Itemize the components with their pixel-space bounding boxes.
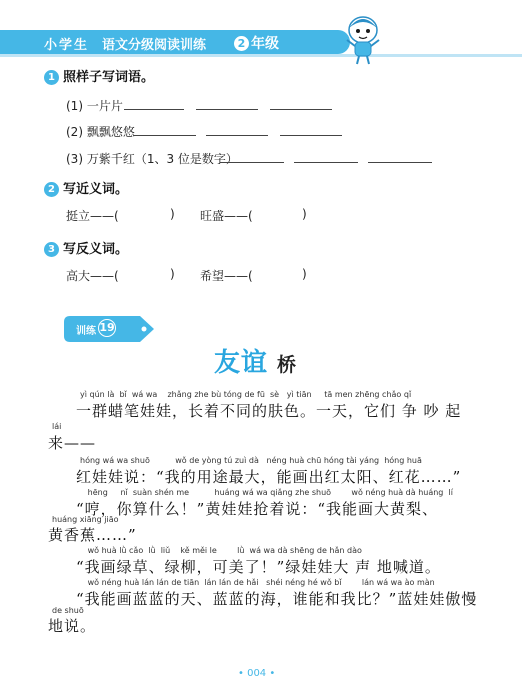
story-line-1-text: 一群蜡笔娃娃，长着不同的肤色。一天，它们 争 吵 起	[76, 402, 462, 420]
antonym-close-1: )	[170, 267, 175, 281]
synonym-close-2: )	[302, 207, 307, 221]
answer-blank[interactable]	[196, 109, 258, 110]
exercise-3-number-icon: 3	[44, 242, 59, 257]
training-label: 训练	[76, 326, 96, 337]
synonym-word-1: 挺立——(	[66, 209, 119, 223]
antonym-close-2: )	[302, 267, 307, 281]
grade-badge	[234, 33, 279, 53]
story-line-7-pinyin: wǒ néng huà lán lán de tiān lán lán de hǎi shéi néng hé wǒ bǐ lán wá wa ào màn	[80, 578, 435, 587]
story-line-4-pinyin: hēng nǐ suàn shén me huáng wá wa qiǎng zhe shuō wǒ néng huà dà huáng lí	[80, 488, 453, 497]
exercise-2-heading	[44, 178, 128, 197]
story-line-2-pinyin: lái	[52, 422, 62, 431]
story-line-7-text: “我能画蓝蓝的天、蓝蓝的海，谁能和我比？”蓝娃娃傲慢	[76, 590, 478, 608]
exercise-1-number-icon: 1	[44, 70, 59, 85]
answer-blank[interactable]	[220, 162, 284, 163]
story-line-1-pinyin: yì qún là bǐ wá wa zhǎng zhe bù tóng de fū sè yì tiān tā men zhēng chǎo qǐ	[80, 390, 412, 399]
exercise-1-title: 照样子写词语。	[63, 70, 155, 85]
page-number: • 004 •	[238, 668, 276, 679]
exercise-1-heading	[44, 66, 154, 85]
antonym-word-2: 希望——(	[200, 269, 253, 283]
grade-number: 2	[234, 36, 249, 51]
training-number: 19	[98, 319, 116, 337]
story-title: 友谊	[214, 348, 269, 378]
antonym-answer-2[interactable]	[262, 263, 300, 281]
synonym-answer-2[interactable]	[262, 203, 300, 221]
story-line-8-pinyin: de shuō	[52, 606, 84, 615]
answer-blank[interactable]	[368, 162, 432, 163]
story-line-6-pinyin: wǒ huà lǜ cǎo lǜ liǔ kě měi le lǜ wá wa dà shēng de hǎn dào	[80, 546, 362, 555]
exercise-3-heading	[44, 238, 128, 257]
synonym-close-1: )	[170, 207, 175, 221]
story-line-8-text: 地说。	[48, 617, 97, 635]
story-title-suffix: 桥	[277, 354, 297, 376]
answer-blank[interactable]	[294, 162, 358, 163]
mascot-icon	[340, 10, 386, 66]
answer-blank[interactable]	[206, 135, 268, 136]
story-line-5-pinyin: huáng xiāng jiāo	[52, 515, 119, 524]
book-title: 语文分级阅读训练	[102, 38, 207, 53]
antonym-answer-1[interactable]	[128, 263, 168, 281]
story-line-2-text: 来——	[48, 434, 97, 452]
story-line-5-text: 黄香蕉……”	[48, 526, 137, 544]
answer-blank[interactable]	[270, 109, 332, 110]
exercise-2-number-icon: 2	[44, 182, 59, 197]
exercise-1-item-2: (2) 飘飘悠悠	[66, 125, 135, 139]
header-band	[0, 54, 522, 57]
synonym-word-2: 旺盛——(	[200, 209, 253, 223]
exercise-3-title: 写反义词。	[63, 242, 129, 257]
series-name: 小学生	[44, 38, 90, 53]
exercise-2-title: 写近义词。	[63, 182, 129, 197]
story-line-4-text: “哼，你算什么！”黄娃娃抢着说：“我能画大黄梨、	[76, 500, 439, 518]
grade-label: 年级	[251, 36, 279, 52]
exercise-1-item-3: (3) 万紫千红（1、3 位是数字）	[66, 152, 238, 166]
answer-blank[interactable]	[280, 135, 342, 136]
answer-blank[interactable]	[124, 109, 184, 110]
answer-blank[interactable]	[134, 135, 196, 136]
story-line-3-pinyin: hóng wá wa shuō wǒ de yòng tú zuì dà néng huà chū hóng tài yáng hóng huā	[80, 456, 422, 465]
antonym-word-1: 高大——(	[66, 269, 119, 283]
story-line-6-text: “我画绿草、绿柳，可美了！”绿娃娃大 声 地喊道。	[76, 558, 441, 576]
exercise-1-item-1: (1) 一片片	[66, 99, 123, 113]
story-line-3-text: 红娃娃说：“我的用途最大，能画出红太阳、红花……”	[76, 468, 462, 486]
synonym-answer-1[interactable]	[128, 203, 168, 221]
